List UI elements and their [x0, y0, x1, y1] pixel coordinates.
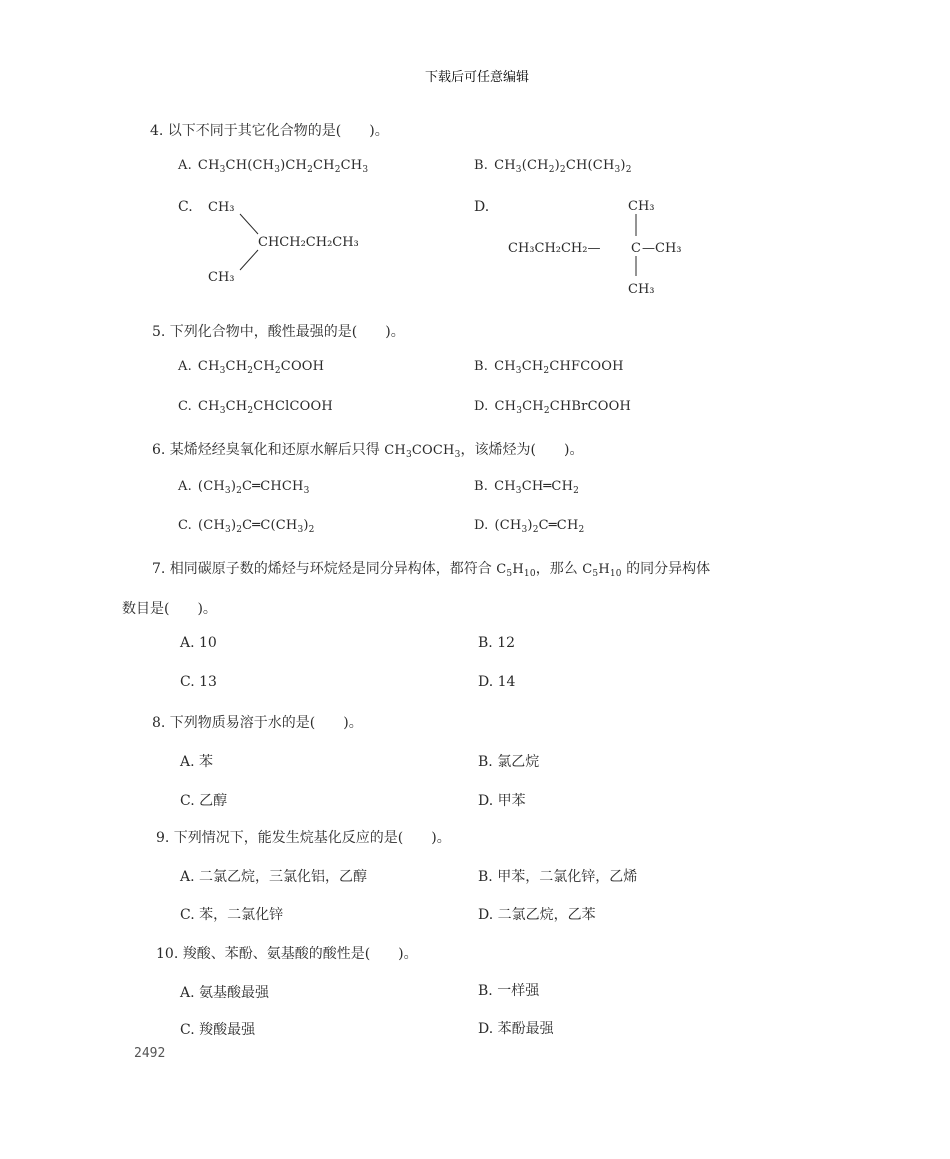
q6-option-a: A. $(CH_3)_2C═CHCH_3$ — [178, 479, 310, 496]
q5-option-b: B. $CH_3CH_2CHFCOOH$ — [474, 359, 624, 376]
question-6-stem — [152, 439, 583, 459]
q9-option-a: A. 二氯乙烷，三氯化铝，乙醇 — [180, 869, 368, 885]
q8-option-d: D. 甲苯 — [478, 793, 526, 809]
question-7-stem-line1 — [152, 558, 710, 578]
question-8-stem: 8. 下列物质易溶于水的是( )。 — [152, 715, 363, 731]
q10-option-c: C. 羧酸最强 — [180, 1022, 256, 1038]
q8-option-c: C. 乙醇 — [180, 793, 228, 809]
q7-option-d: D. 14 — [478, 674, 516, 690]
q10-option-a: A. 氨基酸最强 — [180, 985, 270, 1001]
question-7-stem-line2: 数目是( )。 — [122, 601, 217, 617]
q5-option-d: D. $CH_3CH_2CHBrCOOH$ — [474, 399, 632, 416]
c-bond-upper — [240, 214, 258, 234]
option-letter: B. — [474, 359, 489, 374]
question-5-stem: 5. 下列化合物中，酸性最强的是( )。 — [152, 324, 405, 340]
q7-stem-mid: ，那么 — [535, 561, 583, 577]
q6-stem-pre: 6. 某烯烃经臭氧化和还原水解后只得 — [152, 442, 385, 458]
q7-option-a: A. 10 — [180, 635, 217, 651]
c-bottom-methyl: CH₃ — [208, 270, 235, 285]
option-letter: A. — [178, 359, 192, 374]
q4-option-a: A. $CH_3CH(CH_3)CH_2CH_2CH_3$ — [178, 158, 369, 175]
d-left-chain: CH₃CH₂CH₂— — [508, 241, 601, 256]
option-letter: A. — [178, 479, 192, 494]
option-letter: C. — [178, 518, 193, 533]
q8-option-a: A. 苯 — [180, 754, 214, 770]
c-bond-lower — [240, 250, 258, 270]
q7-option-c: C. 13 — [180, 674, 217, 690]
q7-stem-pre: 7. 相同碳原子数的烯烃与环烷烃是同分异构体，都符合 — [152, 561, 497, 577]
option-letter: B. — [474, 158, 489, 173]
q4-option-b: B. $CH_3(CH_2)_2CH(CH_3)_2$ — [474, 158, 632, 175]
q9-option-b: B. 甲苯，二氯化锌，乙烯 — [478, 869, 638, 885]
question-9-stem: 9. 下列情况下，能发生烷基化反应的是( )。 — [156, 830, 451, 846]
c-top-methyl: CH₃ — [208, 200, 235, 215]
q7-stem-post: 的同分异构体 — [621, 561, 711, 577]
q5-option-a: A. $CH_3CH_2CH_2COOH$ — [178, 359, 325, 376]
q9-option-d: D. 二氯乙烷，乙苯 — [478, 907, 596, 923]
option-letter: B. — [474, 479, 489, 494]
question-4-stem: 4. 以下不同于其它化合物的是( )。 — [150, 123, 389, 139]
q8-option-b: B. 氯乙烷 — [478, 754, 540, 770]
option-letter: A. — [178, 158, 192, 173]
q4-option-c-structure — [200, 192, 400, 292]
q7-option-b: B. 12 — [478, 635, 516, 651]
q4-option-d-structure — [500, 190, 710, 302]
q9-option-c: C. 苯，二氯化锌 — [180, 907, 284, 923]
q6-option-d: D. $(CH_3)_2C═CH_2$ — [474, 518, 585, 535]
q6-formula: $CH_3COCH_3$ — [384, 443, 461, 460]
q7-formula-2: $C_5H_{10}$ — [582, 562, 622, 579]
page-header: 下载后可任意编辑 — [425, 70, 530, 85]
d-right-methyl: —CH₃ — [642, 241, 682, 256]
c-main-chain: CHCH₂CH₂CH₃ — [258, 235, 359, 250]
q10-option-d: D. 苯酚最强 — [478, 1021, 554, 1037]
d-quaternary-carbon: C — [631, 241, 641, 256]
q6-stem-post: ，该烯烃为( )。 — [460, 442, 584, 458]
q6-option-b: B. $CH_3CH═CH_2$ — [474, 479, 580, 496]
option-letter: D. — [474, 518, 489, 533]
q7-formula-1: $C_5H_{10}$ — [496, 562, 536, 579]
option-letter: C. — [178, 399, 193, 414]
d-bottom-methyl: CH₃ — [628, 282, 655, 297]
option-letter: D. — [474, 399, 489, 414]
page-number: 2492 — [134, 1046, 166, 1061]
q6-option-c: C. $(CH_3)_2C═C(CH_3)_2$ — [178, 518, 315, 535]
q10-option-b: B. 一样强 — [478, 983, 540, 999]
question-10-stem: 10. 羧酸、苯酚、氨基酸的酸性是( )。 — [156, 946, 418, 962]
d-top-methyl: CH₃ — [628, 199, 655, 214]
q5-option-c: C. $CH_3CH_2CHClCOOH$ — [178, 399, 333, 416]
q4-option-c-label: C. — [178, 199, 193, 215]
q4-option-d-label: D. — [474, 199, 490, 215]
